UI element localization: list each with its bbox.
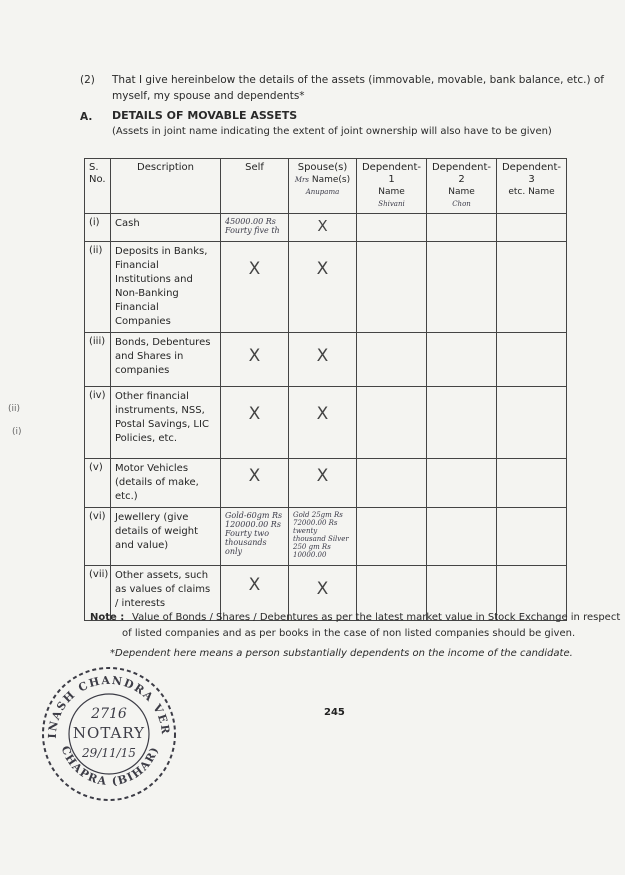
row-number: (iv)	[85, 387, 111, 459]
section-number: (2)	[80, 74, 95, 86]
note-label: Note :	[90, 612, 125, 623]
heading-subtitle: (Assets in joint name indicating the extent of joint ownership will also have to be given)	[112, 126, 552, 137]
row-number: (iii)	[85, 333, 111, 387]
header-dependent-1	[357, 159, 427, 214]
row-dep2-value	[427, 242, 497, 333]
header-spouse	[289, 159, 357, 214]
row-dep1-value	[357, 214, 427, 242]
stamp-top-text: INASH CHANDRA VER	[45, 673, 173, 739]
section-text-line2: myself, my spouse and dependents*	[112, 90, 305, 102]
header-description: Description	[111, 159, 221, 214]
footnote: *Dependent here means a person substantially dependents on the income of the candidate.	[110, 648, 573, 659]
row-description: Other financial instruments, NSS, Postal Savings, LIC Policies, etc.	[111, 387, 221, 459]
header-dependent-3	[497, 159, 567, 214]
movable-assets-table	[84, 158, 567, 621]
header-sno: S. No.	[85, 159, 111, 214]
header-dep1-name: Name	[378, 187, 405, 197]
page-number: 245	[324, 707, 345, 718]
row-dep3-value	[497, 508, 567, 566]
row-dep3-value	[497, 333, 567, 387]
header-dep2-label: Dependent-2	[431, 162, 492, 185]
row-dep2-value	[427, 214, 497, 242]
heading-title: DETAILS OF MOVABLE ASSETS	[112, 109, 298, 122]
notary-stamp-graphic	[38, 663, 180, 805]
section-text-line1: That I give hereinbelow the details of the assets (immovable, movable, bank balance, etc.) of	[112, 74, 604, 86]
stamp-date: 29/11/15	[82, 746, 136, 760]
row-number: (ii)	[85, 242, 111, 333]
header-dep1-label: Dependent-1	[361, 162, 422, 185]
row-spouse-value	[289, 387, 357, 459]
margin-mark: (ii)	[8, 404, 21, 414]
stamp-number: 2716	[91, 706, 127, 722]
header-dep2-name: Name	[448, 187, 475, 197]
row-dep2-value	[427, 459, 497, 508]
cross-mark: X	[248, 575, 261, 595]
stamp-bottom-text: CHAPRA (BIHAR)	[58, 744, 162, 789]
row-self-value	[221, 459, 289, 508]
row-description: Cash	[111, 214, 221, 242]
note-line2: of listed companies and as per books in the case of non listed companies should be given.	[122, 628, 576, 639]
cross-mark: X	[316, 466, 329, 486]
header-dep2-handwritten: Chon	[452, 200, 471, 208]
row-dep1-value	[357, 242, 427, 333]
table-row	[85, 333, 567, 387]
row-description: Deposits in Banks, Financial Institutions and Non-Banking Financial Companies	[111, 242, 221, 333]
row-dep2-value	[427, 333, 497, 387]
row-spouse-value	[289, 242, 357, 333]
cross-mark: X	[248, 259, 261, 279]
row-self-value	[221, 387, 289, 459]
table-row	[85, 387, 567, 459]
row-spouse-value	[289, 214, 357, 242]
row-dep3-value	[497, 214, 567, 242]
row-number: (vi)	[85, 508, 111, 566]
row-number: (vii)	[85, 566, 111, 621]
header-spouse-handwritten: Anupama	[305, 188, 340, 196]
margin-mark: (i)	[12, 427, 22, 437]
notary-stamp	[38, 663, 180, 805]
table-row	[85, 508, 567, 566]
row-dep3-value	[497, 242, 567, 333]
row-self-value	[221, 242, 289, 333]
note-line1: Value of Bonds / Shares / Debentures as per the latest market value in Stock Exchange in respect	[132, 612, 621, 623]
row-spouse-value	[289, 333, 357, 387]
row-dep1-value	[357, 387, 427, 459]
header-self: Self	[221, 159, 289, 214]
table-row	[85, 214, 567, 242]
row-dep2-value	[427, 387, 497, 459]
row-self-value: 45000.00 Rs Fourty five th	[221, 214, 289, 242]
section-text	[112, 72, 604, 104]
header-spouse-label: Spouse(s)	[297, 162, 348, 173]
row-description: Jewellery (give details of weight and value)	[111, 508, 221, 566]
cross-mark: X	[248, 404, 261, 424]
row-dep1-value	[357, 333, 427, 387]
row-number: (v)	[85, 459, 111, 508]
row-self-value	[221, 333, 289, 387]
cross-mark: X	[316, 579, 329, 599]
heading-letter: A.	[80, 111, 93, 123]
header-dep3-name: etc. Name	[508, 187, 555, 197]
row-dep3-value	[497, 387, 567, 459]
stamp-title: NOTARY	[72, 724, 146, 742]
row-number: (i)	[85, 214, 111, 242]
header-spouse-prefix: Mrs	[294, 176, 309, 184]
header-dependent-2	[427, 159, 497, 214]
header-spouse-name	[293, 174, 352, 186]
row-dep1-value	[357, 508, 427, 566]
header-dep3-label: Dependent-3	[501, 162, 562, 185]
cross-mark: X	[316, 404, 329, 424]
header-dep1-handwritten: Shivani	[378, 200, 405, 208]
row-self-value: Gold-60gm Rs 120000.00 Rs Fourty two thousands only	[221, 508, 289, 566]
cross-mark: X	[316, 346, 329, 366]
row-description: Other assets, such as values of claims / interests	[111, 566, 221, 621]
row-spouse-value	[289, 459, 357, 508]
cross-mark: X	[316, 259, 329, 279]
header-spouse-name-label: Name(s)	[311, 175, 351, 185]
table-header-row	[85, 159, 567, 214]
cross-mark: X	[248, 466, 261, 486]
table-row	[85, 459, 567, 508]
row-description: Motor Vehicles (details of make, etc.)	[111, 459, 221, 508]
row-spouse-value: Gold 25gm Rs 72000.00 Rs twenty thousand Silver 250 gm Rs 10000.00	[289, 508, 357, 566]
row-dep3-value	[497, 459, 567, 508]
row-dep2-value	[427, 508, 497, 566]
cross-mark: X	[317, 217, 328, 235]
table-row	[85, 242, 567, 333]
cross-mark: X	[248, 346, 261, 366]
row-dep1-value	[357, 459, 427, 508]
row-description: Bonds, Debentures and Shares in companies	[111, 333, 221, 387]
